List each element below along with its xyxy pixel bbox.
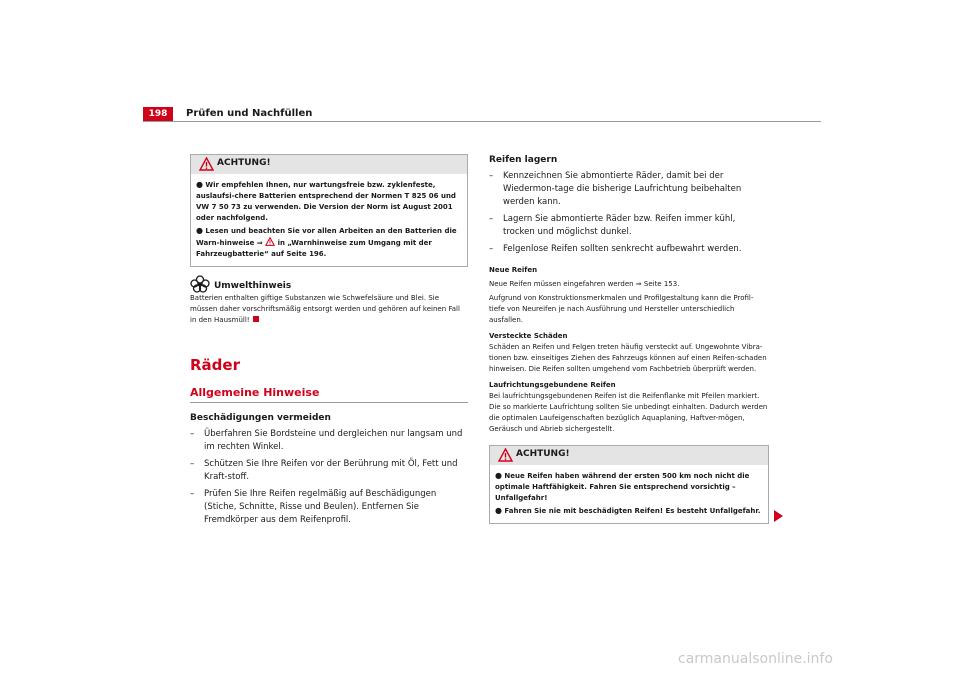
page-title: Prüfen und Nachfüllen <box>186 108 313 119</box>
environment-title: Umwelthinweis <box>214 281 292 291</box>
list-item: – Prüfen Sie Ihre Reifen regelmäßig auf Beschädigungen (Stiche, Schnitte, Risse und Beulen). Entfernen Sie Fremdkörper aus dem Reifenprofil. <box>190 488 468 527</box>
subsection-title: Allgemeine Hinweise <box>190 386 468 403</box>
list-item: – Überfahren Sie Bordsteine und dergleichen nur langsam und im rechten Winkel. <box>190 428 468 454</box>
warning-title: ACHTUNG! <box>516 449 570 459</box>
next-page-arrow-icon <box>774 510 783 522</box>
environment-flower-icon <box>190 275 210 293</box>
warning-item: ● Lesen und beachten Sie vor allen Arbeiten an den Batterien die Warn-hinweise ⇒ in „Warnhinweise zum Umgang mit der Fahrzeugbatterie“ auf Seite 196. <box>196 226 457 258</box>
warning-item: ● Neue Reifen haben während der ersten 500 km noch nicht die optimale Haftfähigkeit. Fahren Sie entsprechend vorsichtig – Unfallgefahr! <box>495 471 750 502</box>
warning-box-header <box>191 155 467 174</box>
hidden-damage-heading: Versteckte Schäden <box>489 332 568 340</box>
warning-item: ● Wir empfehlen Ihnen, nur wartungsfreie bzw. zyklenfeste, auslaufsi-chere Batterien entsprechend der Normen T 825 06 und VW 7 50 73 zu verwenden. Die Version der Norm ist August 2001 oder nachfolgend. <box>196 180 456 222</box>
section-end-marker <box>253 316 259 322</box>
warning-triangle-icon <box>199 157 214 171</box>
warning-triangle-icon <box>265 237 275 246</box>
list-item: – Felgenlose Reifen sollten senkrecht aufbewahrt werden. <box>489 243 769 256</box>
list-item: – Schützen Sie Ihre Reifen vor der Berührung mit Öl, Fett und Kraft-stoff. <box>190 458 468 484</box>
warning-title: ACHTUNG! <box>217 158 271 168</box>
right-column <box>489 154 769 524</box>
directional-text: Bei laufrichtungsgebundenen Reifen ist die Reifenflanke mit Pfeilen markiert. Die so markierte Laufrichtung sollten Sie unbedingt einhalten. Dadurch werden die optimalen Laufeigenschaften bezüglich Aquaplaning, Haftver-mögen, Geräusch und Abrieb sichergestellt. <box>489 392 768 433</box>
warning-item: ● Fahren Sie nie mit beschädigten Reifen! Es besteht Unfallgefahr. <box>495 506 761 515</box>
warning-body <box>490 465 768 523</box>
section-title: Räder <box>190 356 240 374</box>
bullet-icon: ● <box>495 506 502 515</box>
footer-watermark: carmanualsonline.info <box>678 651 833 667</box>
damage-heading: Beschädigungen vermeiden <box>190 413 331 423</box>
storage-heading: Reifen lagern <box>489 155 558 165</box>
new-tires-text: Aufgrund von Konstruktionsmerkmalen und Profilgestaltung kann die Profil-tiefe von Neureifen je nach Ausführung und Hersteller unterschiedlich ausfallen. <box>489 294 754 324</box>
bullet-icon: ● <box>196 180 203 189</box>
environment-text: Batterien enthalten giftige Substanzen wie Schwefelsäure und Blei. Sie müssen daher vorschriftsmäßig entsorgt werden und gehören auf keinen Fall in den Hausmüll! <box>190 294 460 324</box>
directional-heading: Laufrichtungsgebundene Reifen <box>489 381 616 389</box>
battery-warning-box <box>190 154 468 267</box>
new-tires-heading: Neue Reifen <box>489 266 538 274</box>
left-column <box>190 154 468 527</box>
hidden-damage-text: Schäden an Reifen und Felgen treten häufig versteckt auf. Ungewohnte Vibra-tionen bzw. einseitiges Ziehen des Fahrzeugs können auf einen Reifen-schaden hinweisen. Die Reifen sollten umgehend vom Fachbetrieb überprüft werden. <box>489 343 767 373</box>
new-tires-text: Neue Reifen müssen eingefahren werden ⇒ Seite 153. <box>489 280 680 288</box>
warning-triangle-icon <box>498 448 513 462</box>
page-number: 198 <box>143 107 173 121</box>
warning-body <box>191 174 467 266</box>
environment-note <box>190 275 468 326</box>
tire-warning-box <box>489 445 769 524</box>
list-item: – Kennzeichnen Sie abmontierte Räder, damit bei der Wiedermon-tage die bisherige Laufrichtung beibehalten werden kann. <box>489 170 769 209</box>
warning-box-header <box>490 446 768 465</box>
list-item: – Lagern Sie abmontierte Räder bzw. Reifen immer kühl, trocken und möglichst dunkel. <box>489 213 769 239</box>
header-rule <box>143 121 821 122</box>
bullet-icon: ● <box>196 226 203 235</box>
bullet-icon: ● <box>495 471 502 480</box>
